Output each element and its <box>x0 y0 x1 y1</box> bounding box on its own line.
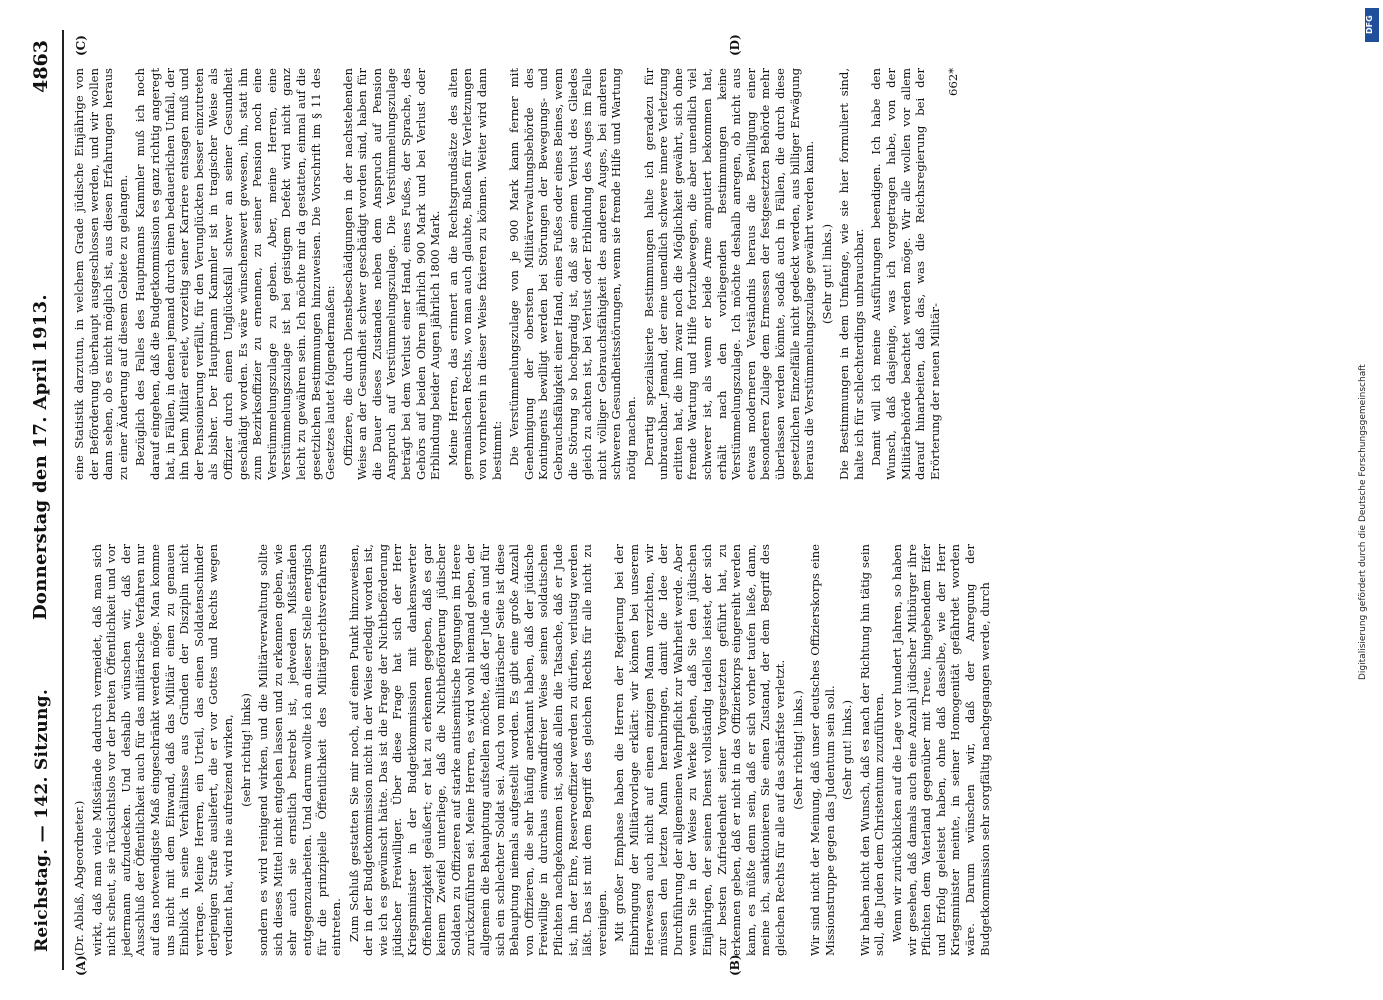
paragraph: Wir sind nicht der Meinung, daß unser deutsches Offizierskorps eine Missionstruppe gegen das Judentum sein soll. <box>808 544 837 956</box>
page-signature: 662* <box>946 68 961 96</box>
interjection: (Sehr gut! links.) <box>819 224 834 324</box>
header-rule <box>62 30 64 970</box>
paragraph: (Dr. Ablaß, Abgeordneter.) <box>72 800 86 956</box>
text-column-left <box>72 544 995 956</box>
paragraph: Mit großer Emphase haben die Herren der Regierung bei der Einbringung der Militärvorlage erklärt: wir können bei unserem Heerwesen auch nicht auf einen einzigen Mann verzichten, wir müssen den letzten Mann heranbringen, damit die Idee der Durchführung der allgemeinen Wehrpflicht zur Wahrheit werde. Aber wenn Sie in der Weise zu Werke gehen, daß Sie den jüdischen Einjährigen, der seinen Dienst vollständig tadellos leistet, der sich zur besten Zufriedenheit seiner Vorgesetzten geführt hat, zu erkennen geben, daß er nicht in das Offizierkorps eingereiht werden kann, es müßte denn sein, daß er sich vorher taufen ließe, dann, meine ich, sanktionieren Sie einen Zustand, der dem Begriff des gleichen Rechts für alle auf das schärfste verletzt. <box>612 544 787 956</box>
interjection: (Sehr richtig! links.) <box>790 690 805 810</box>
paragraph: Derartig spezialisierte Bestimmungen halte ich geradezu für unbrauchbar. Jemand, der eine unendlich schwere innere Verletzung erlitten hat, die ihm zwar noch die Möglichkeit gewährt, sich ohne fremde Wartung und Hilfe fortzubewegen, die aber unendlich viel schwerer ist, als wenn er beide Arme amputiert bekommen hat, erhält nach den vorliegenden Bestimmungen keine Verstümmelungszulage. Ich möchte deshalb anregen, ob nicht aus etwas moderneren Verständnis heraus die Bewilligung einer besonderen Zulage dem Ermessen der festgesetzten Behörde mehr überlassen werden könnte, sodaß auch in Fällen, die durch diese gesetzlichen Einzelfälle nicht gedeckt werden, aus billiger Erwägung heraus die Verstümmelungszulage gewährt werden kann. <box>641 68 817 480</box>
paragraph: sondern es wird reinigend wirken, und die Militärverwaltung sollte sich dieses Mittel nicht entgehen lassen und zu erkennen geben, wie sehr auch sie ernstlich bestrebt ist, jedweden Mißständen entgegenzuarbeiten. Und darum wollte ich an dieser Stelle energisch für die prinzipielle Öffentlichkeit des Militärgerichtsverfahrens eintreten. <box>256 544 344 956</box>
paragraph: Damit will ich meine Ausführungen beendigen. Ich habe den Wunsch, daß dasjenige, was ich vorgetragen habe, von der Militärbehörde beachtet werden möge. Wir alle wollen vor allem darauf hinarbeiten, daß das, was die Reichsregierung bei der Erörterung der neuen Militär- <box>869 68 942 480</box>
interjection: (sehr richtig! links) <box>238 693 253 807</box>
margin-marker-b: (B) <box>728 954 742 976</box>
paragraph: eine Statistik darzutun, in welchem Grade jüdische Einjährige von der Beförderung überhaupt ausgeschlossen werden, und wir wollen dann sehen, ob es nicht möglich ist, aus diesen Erfahrungen heraus zu einer Änderung auf diesem Gebiete zu gelangen. <box>72 68 130 480</box>
paragraph: Die Bestimmungen in dem Umfange, wie sie hier formuliert sind, halte ich für schlechterdings unbrauchbar. <box>837 68 866 480</box>
paragraph: Wir haben nicht den Wunsch, daß es nach der Richtung hin tätig sein soll, die Juden dem Christentum zuzuführen. <box>857 544 887 956</box>
paragraph: Wenn wir zurückblicken auf die Lage vor hundert Jahren, so haben wir gesehen, daß damals auch eine Anzahl jüdischer Mitbürger ihre Pflichten dem Vaterland gegenüber mit Treue, hingebendem Eifer und Erfolg geleistet haben, ohne daß dasselbe, wie der Herr Kriegsminister meinte, in seiner Homogenität gefährdet worden wäre. Darum wünschen wir, daß der Anregung der Budgetkommission sehr sorgfältig nachgegangen werde, durch <box>890 544 992 956</box>
margin-marker-a: (A) <box>74 955 88 976</box>
text-column-right <box>72 68 961 480</box>
paragraph: Zum Schluß gestatten Sie mir noch, auf einen Punkt hinzuweisen, der in der Budgetkommission nicht in der Weise erledigt worden ist, wie ich es gewünscht hätte. Das ist die Frage der Nichtbeförderung jüdischer Freiwilliger. Über diese Frage hat sich der Herr Kriegsminister in der Budgetkommission mit dankenswerter Offenherzigkeit geäußert; er hat zu erkennen gegeben, daß es gar keinem Zweifel unterliege, daß die Nichtbeförderung jüdischer Soldaten zu Offizieren auf starke antisemitische Regungen im Heere zurückzuführen sei. Meine Herren, es wird wohl niemand geben, der allgemein die Behauptung aufstellen möchte, daß der Jude an und für sich ein schlechter Soldat sei. Auch von militärischer Seite ist diese Behauptung niemals aufgestellt worden. Es gibt eine große Anzahl von Offizieren, die sehr häufig anerkannt haben, daß der jüdische Freiwillige in durchaus einwandfreier Weise seinen soldatischen Pflichten nachgekommen ist, sodaß allein die Tatsache, daß er Jude ist, ihn der Ehre, Reserveoffizier werden zu dürfen, verlustig werden läßt. Das ist mit dem Begriff des gleichen Rechts für alle nicht zu vereinigen. <box>346 544 609 956</box>
page-header <box>28 20 62 980</box>
header-left: Reichstag. — 142. Sitzung. <box>32 688 52 952</box>
paragraph: Meine Herren, das erinnert an die Rechtsgrundsätze des alten germanischen Rechts, wo man auch glaubte, Bußen für Verletzungen von vornherein in dieser Weise fixieren zu können. Weiter wird dann bestimmt: <box>445 68 504 480</box>
quoted-paragraph: Die Verstümmelungszulage von je 900 Mark kann ferner mit Genehmigung der obersten Militärverwaltungsbehörde des Kontingents bewilligt werden bei Störungen der Bewegungs- und Gebrauchsfähigkeit einer Hand, eines Fußes oder eines Beines, wenn die Störung so hochgradig ist, daß sie einem Verlust des Gliedes gleich zu achten ist, bei Verlust oder Erblindung des Auges im Falle nicht völliger Gebrauchsfähigkeit des anderen Auges, bei anderen schweren Gesundheitsstörungen, wenn sie fremde Hilfe und Wartung nötig machen. <box>507 68 638 480</box>
interjection: (Sehr gut! links.) <box>840 700 855 800</box>
quoted-paragraph: Offiziere, die durch Dienstbeschädigungen in der nachstehenden Weise an der Gesundheit schwer geschädigt worden sind, haben für die Dauer dieses Zustandes neben dem Anspruch auf Pension Anspruch auf Verstümmelungszulage. Die Verstümmelungszulage beträgt bei dem Verlust einer Hand, eines Fußes, der Sprache, des Gehörs auf beiden Ohren jährlich 900 Mark und bei Verlust oder Erblindung beider Augen jährlich 1800 Mark. <box>340 68 443 480</box>
header-date: Donnerstag den 17. April 1913. <box>30 293 51 620</box>
scanned-page <box>28 20 1318 980</box>
margin-marker-d: (D) <box>728 34 742 56</box>
paragraph: wirkt, daß man viele Mißstände dadurch vermeidet, daß man sich nicht scheut, sie rücksichtslos vor der breiten Öffentlichkeit und vor jedermann aufzudecken. Und deshalb wünschen wir, daß der Ausschluß der Öffentlichkeit auch für das militärische Verfahren nur auf das notwendigste Maß eingeschränkt werden möge. Man komme uns nicht mit dem Einwand, daß das Militär einen zu genauen Einblick in seine Verhältnisse aus Gründen der Disziplin nicht vertrage. Meine Herren, ein Urteil, das einen Soldatenschinder derjenigen Strafe ausliefert, die er vor Gottes und Rechts wegen verdient hat, wird nie aufreizend wirken, <box>89 544 235 956</box>
paragraph: Bezüglich des Falles des Hauptmanns Kammler muß ich noch darauf eingehen, daß die Budgetkommission es ganz richtig angeregt hat, in Fällen, in denen jemand durch einen bedauerlichen Unfall, der ihn beim Militär ereilet, vorzeitig seiner Karriere entsagen muß und der Pensionierung verfällt, für den Verunglückten besser einzutreten als bisher. Der Hauptmann Kammler ist in tragischer Weise als Offizier durch einen Unglücksfall schwer an seiner Gesundheit geschädigt worden. Es wäre wünschenswert gewesen, ihn, statt ihn zum Bezirksoffizier zu ernennen, zu seiner Pension noch eine Verstümmelungszulage zu geben. Aber, meine Herren, eine Verstümmelungszulage ist bei geistigem Defekt wird nicht ganz leicht zu gewähren sein. Ich möchte mir da gestatten, einmal auf die gesetzlichen Bestimmungen hinzuweisen. Die Vorschrift im § 11 des Gesetzes lautet folgendermaßen: <box>133 68 338 480</box>
page-number: 4863 <box>30 40 52 93</box>
dfg-logo: DFG <box>1365 8 1379 42</box>
margin-marker-c: (C) <box>74 35 88 56</box>
digitization-credit: Digitalisierung gefördert durch die Deutsche Forschungsgemeinschaft <box>1358 364 1368 680</box>
